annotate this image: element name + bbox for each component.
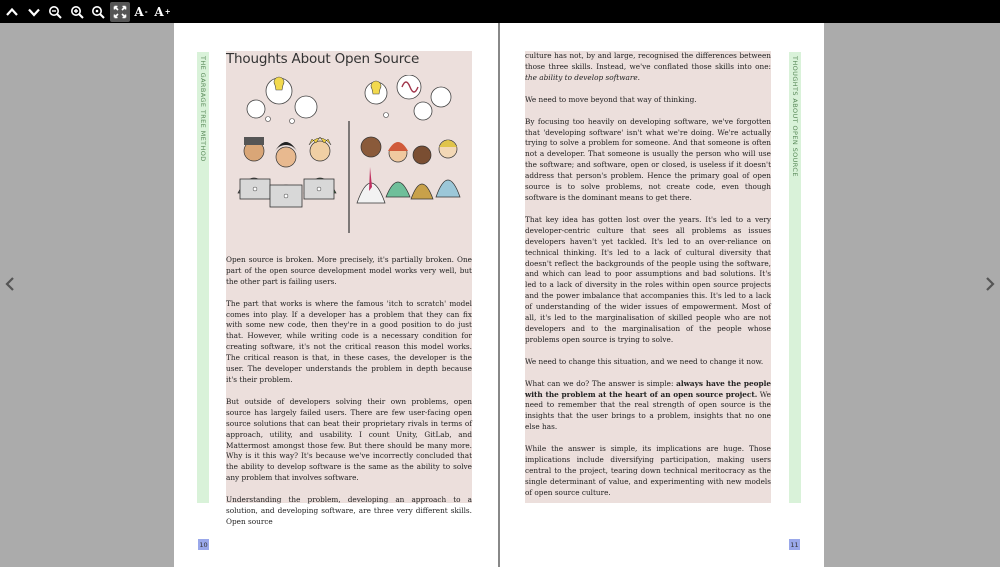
left-paragraph-3: But outside of developers solving their own problems, open source has largely failed users. There are few user-facing open source solutions that can beat their proprietary rivals in terms of approach, utility, and usability. I count Unity, GitLab, and Mattermost amongst those few. But there should be many more. Why is it this way? It's because we've incorrectly concluded that the ability to develop software is the same as the ability to solve any problem that involves software. bbox=[226, 396, 472, 483]
zoom-reset-button[interactable] bbox=[88, 2, 108, 22]
right-paragraph-7: While the answer is simple, its implications are huge. Those implications include diversifying participation, making users central to the project, tearing down technical meritocracy as the single determinant of value, and experimenting with new models of open source culture. bbox=[525, 444, 771, 497]
right-page bbox=[500, 23, 824, 567]
page-down-button[interactable] bbox=[24, 2, 44, 22]
right-paragraph-5: We need to change this situation, and we need to change it now. bbox=[525, 356, 764, 366]
font-increase-button[interactable] bbox=[153, 2, 173, 22]
chevron-left-icon bbox=[3, 276, 17, 292]
right-paragraph-6-strong: always have the people with the problem at the heart of an open source project. bbox=[525, 378, 771, 399]
previous-page-arrow[interactable] bbox=[3, 276, 17, 292]
chevron-up-icon bbox=[5, 5, 19, 19]
left-paragraph-4: Understanding the problem, developing an approach to a solution, and developing software, are three very different skills. Open source bbox=[226, 495, 472, 526]
right-paragraph-3: By focusing too heavily on developing software, we've forgotten that 'developing software' isn't what we're doing. We're actually trying to solve a problem for someone. And that someone is often not a developer. That someone is usually the person who will use the software; and software, open or closed, is useless if it doesn't address that person's problem. Hence the primary goal of open source is to solve problems, not create code, even though software is the dominant means to get there. bbox=[525, 116, 771, 202]
zoom-in-icon bbox=[70, 5, 84, 19]
chapter-title: Thoughts About Open Source bbox=[226, 51, 420, 67]
zoom-in-button[interactable] bbox=[67, 2, 87, 22]
chevron-down-icon bbox=[27, 5, 41, 19]
right-page-number: 11 bbox=[790, 540, 799, 549]
font-increase-mark: + bbox=[164, 7, 171, 16]
right-paragraph-6-tail: We need to remember that the real strength of open source is the insights that the user brings to a problem, insights that no one else has. bbox=[525, 389, 771, 432]
right-paragraph-1-text: culture has not, by and large, recognised the differences between those three skills. Instead, we've conflated those skills into one: bbox=[525, 51, 771, 71]
right-paragraph-1 bbox=[525, 51, 771, 84]
right-running-head-text: THOUGHTS ABOUT OPEN SOURCE bbox=[791, 56, 799, 177]
left-running-head-text: THE GARBAGE TREE METHOD bbox=[199, 56, 207, 162]
right-paragraph-6-lead: What can we do? The answer is simple: bbox=[525, 378, 677, 388]
left-paragraph-2: The part that works is where the famous 'itch to scratch' model comes into play. If a developer has a problem that they can fix with some new code, then they're in a good position to do just that. However, while writing code is a necessary condition for creating software, it's not the critical reason this model works. The critical reason is that, in these cases, the developer is the user. The developer understands the problem in depth because it's their problem. bbox=[226, 298, 472, 384]
right-running-head bbox=[789, 52, 801, 503]
right-paragraph-6 bbox=[525, 379, 771, 434]
next-page-arrow[interactable] bbox=[983, 276, 997, 292]
right-paragraph-4: That key idea has gotten lost over the years. It's led to a very developer-centric culture that sees all problems as issues developers haven't yet tackled. It's led to an over-reliance on technical thinking. It's led to a lack of cultural diversity that doesn't reflect the backgrounds of the people using the software, and which can lead to poor assumptions and bad solutions. It's led to a lack of diversity in the roles within open source projects and the power imbalance that accompanies this. It's led to a lack of understanding of the wider issues of empowerment. Most of all, it's led to the marginalisation of skilled people who are not developers and to the marginalisation of the people whose problems open source is trying to solve. bbox=[525, 214, 771, 344]
zoom-out-button[interactable] bbox=[45, 2, 65, 22]
chapter-illustration bbox=[226, 75, 472, 245]
left-running-head bbox=[197, 52, 209, 503]
chevron-right-icon bbox=[983, 276, 997, 292]
right-text-block bbox=[525, 51, 771, 503]
right-paragraph-1-emphasis: the ability to develop software. bbox=[525, 72, 640, 82]
page-up-button[interactable] bbox=[2, 2, 22, 22]
font-increase-label: A bbox=[154, 4, 164, 19]
zoom-reset-icon bbox=[91, 5, 105, 19]
font-decrease-button[interactable] bbox=[131, 2, 151, 22]
left-page bbox=[174, 23, 498, 567]
font-decrease-label: A bbox=[134, 4, 144, 19]
zoom-out-icon bbox=[48, 5, 62, 19]
left-paragraph-1: Open source is broken. More precisely, it's partially broken. One part of the open source development model works very well, but the other part is failing users. bbox=[226, 254, 472, 286]
left-text-block bbox=[226, 51, 472, 526]
left-page-number: 10 bbox=[199, 540, 208, 549]
fit-page-icon bbox=[113, 5, 127, 19]
toolbar bbox=[0, 0, 1000, 23]
fit-page-button[interactable] bbox=[110, 2, 130, 22]
right-paragraph-2: We need to move beyond that way of thinking. bbox=[525, 94, 697, 104]
font-decrease-mark: - bbox=[144, 7, 148, 16]
